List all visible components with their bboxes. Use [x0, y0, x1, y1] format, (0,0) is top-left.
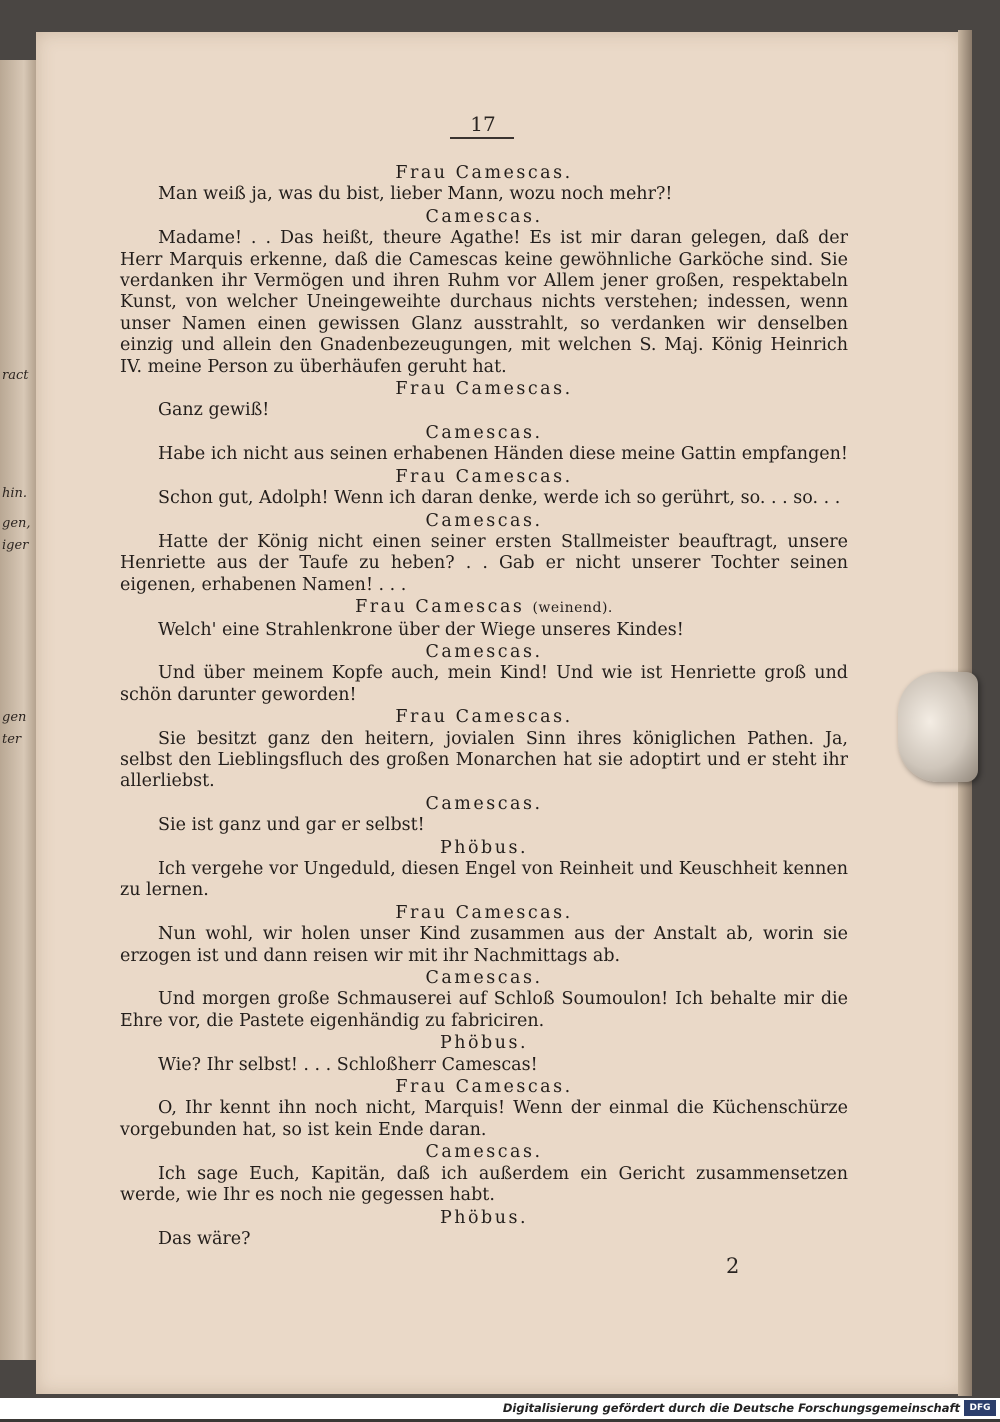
speaker-name	[120, 511, 848, 532]
speaker-name	[120, 1077, 848, 1098]
speech-text	[120, 532, 848, 596]
speech-line: Habe ich nicht aus seinen erhabenen Händen diese meine Gattin empfangen!	[158, 444, 848, 465]
speaker-label: Frau Camescas.	[395, 902, 573, 923]
speech-text	[120, 400, 848, 421]
speaker-name	[120, 423, 848, 444]
speaker-name	[120, 903, 848, 924]
speech-line: Und über meinem Kopfe auch, mein Kind! Und wie ist Henriette groß und schön darunter geworden!	[120, 663, 848, 705]
speech-text	[120, 859, 848, 902]
speaker-name	[120, 707, 848, 728]
speaker-label: Camescas.	[425, 1142, 543, 1163]
speech-text	[120, 444, 848, 465]
speaker-name	[120, 1033, 848, 1054]
speech-text	[120, 1229, 848, 1250]
funding-credit: Digitalisierung gefördert durch die Deutsche Forschungsgemeinschaft	[502, 1401, 960, 1415]
speech-text	[120, 488, 848, 509]
speech-line: Schon gut, Adolph! Wenn ich daran denke, werde ich so gerührt, so. . . so. . .	[158, 488, 841, 509]
speech-line: Sie besitzt ganz den heitern, jovialen Sinn ihres königlichen Pathen. Ja, selbst den Lieblingsfluch des großen Monarchen hat sie adoptirt und er steht ihr allerliebst.	[120, 728, 848, 792]
speaker-label: Frau Camescas.	[395, 1077, 573, 1098]
speaker-name	[120, 379, 848, 400]
speaker-label: Frau Camescas	[355, 597, 525, 618]
speech-line: Hatte der König nicht einen seiner ersten Stallmeister beauftragt, unsere Henriette aus der Taufe zu heben? . . Gab er nicht unserer Tochter seinen eigenen, erhabenen Namen! . . .	[120, 531, 848, 595]
speech-line: Madame! . . Das heißt, theure Agathe! Es ist mir daran gelegen, daß der Herr Marquis erkenne, daß die Camescas keine gewöhnliche Garköche sind. Sie verdanken ihr Vermögen und ihren Ruhm vor Allem jener großen, respektabeln Kunst, von welcher Uneingeweihte durchaus nichts verstehen; indessen, wenn unser Namen einen gewissen Glanz ausstrahlt, so verdanken wir denselben einzig und allein den Gnadenbezeugungen, mit welchen S. Maj. König Heinrich IV. meine Person zu überhäufen geruht hat.	[120, 228, 848, 377]
speaker-name	[120, 1208, 848, 1229]
speaker-label: Camescas.	[425, 510, 543, 531]
previous-page-edge	[0, 60, 40, 1360]
speaker-label: Frau Camescas.	[395, 163, 573, 183]
speech-text	[120, 184, 848, 205]
speaker-label: Phöbus.	[439, 837, 529, 858]
speaker-name	[120, 1142, 848, 1163]
speaker-name	[120, 163, 848, 184]
speech-line: Und morgen große Schmauserei auf Schloß Soumoulon! Ich behalte mir die Ehre vor, die Pastete eigenhändig zu fabriciren.	[120, 989, 848, 1031]
margin-fragment: ract	[2, 368, 29, 383]
speech-line: Ich sage Euch, Kapitän, daß ich außerdem ein Gericht zusammensetzen werde, wie Ihr es noch nie gegessen habt.	[120, 1163, 848, 1206]
speaker-label: Camescas.	[425, 968, 543, 989]
page-number-underline	[450, 137, 514, 139]
speech-line: Sie ist ganz und gar er selbst!	[158, 815, 425, 836]
speech-text	[120, 989, 848, 1032]
speech-text	[120, 663, 848, 706]
speech-line: O, Ihr kennt ihn noch nicht, Marquis! Wenn der einmal die Küchenschürze vorgebunden hat, so ist kein Ende daran.	[120, 1098, 848, 1140]
speech-line: Ganz gewiß!	[158, 400, 270, 421]
speaker-label: Frau Camescas.	[395, 707, 573, 728]
dfg-logo: DFG	[964, 1400, 996, 1416]
speaker-name	[120, 642, 848, 663]
speaker-name	[120, 838, 848, 859]
speaker-label: Camescas.	[425, 793, 543, 814]
speech-text	[120, 729, 848, 793]
margin-fragment: gen	[2, 710, 27, 725]
speaker-label: Phöbus.	[439, 1033, 529, 1054]
footer-bar	[0, 1398, 1000, 1419]
speech-line: Das wäre?	[158, 1228, 251, 1249]
sheet-signature: 2	[726, 1254, 740, 1278]
speaker-label: Phöbus.	[439, 1207, 529, 1228]
speaker-label: Camescas.	[425, 422, 543, 443]
speech-line: Ich vergehe vor Ungeduld, diesen Engel von Reinheit und Keuschheit kennen zu lernen.	[120, 859, 848, 901]
speech-text	[120, 815, 848, 836]
speech-text	[120, 1164, 848, 1207]
speaker-label: Camescas.	[425, 206, 543, 227]
margin-fragment: iger	[2, 538, 29, 553]
speech-text	[120, 924, 848, 967]
speech-text	[120, 1098, 848, 1141]
speaker-name	[120, 968, 848, 989]
stage-direction: (weinend).	[532, 600, 613, 617]
speech-text	[120, 1055, 848, 1076]
margin-fragment: hin.	[2, 486, 28, 501]
page-number: 17	[470, 112, 496, 136]
speech-text	[120, 228, 848, 378]
speech-line: Man weiß ja, was du bist, lieber Mann, wozu noch mehr?!	[158, 184, 673, 205]
speech-line: Nun wohl, wir holen unser Kind zusammen aus der Anstalt ab, worin sie erzogen ist und dann reisen wir mit ihr Nachmittags ab.	[120, 924, 848, 966]
speech-line: Wie? Ihr selbst! . . . Schloßherr Camescas!	[158, 1054, 538, 1075]
page-clip	[898, 672, 978, 782]
speaker-label: Camescas.	[425, 641, 543, 662]
speaker-name	[120, 597, 848, 619]
margin-fragment: ter	[2, 732, 22, 747]
speaker-name	[120, 207, 848, 228]
speaker-label: Frau Camescas.	[395, 379, 573, 400]
speech-line: Welch' eine Strahlenkrone über der Wiege unseres Kindes!	[158, 619, 684, 640]
play-dialogue	[120, 162, 848, 1250]
speaker-name	[120, 467, 848, 488]
margin-fragment: gen,	[2, 516, 31, 531]
speaker-name	[120, 794, 848, 815]
speaker-label: Frau Camescas.	[395, 466, 573, 487]
speech-text	[120, 620, 848, 641]
